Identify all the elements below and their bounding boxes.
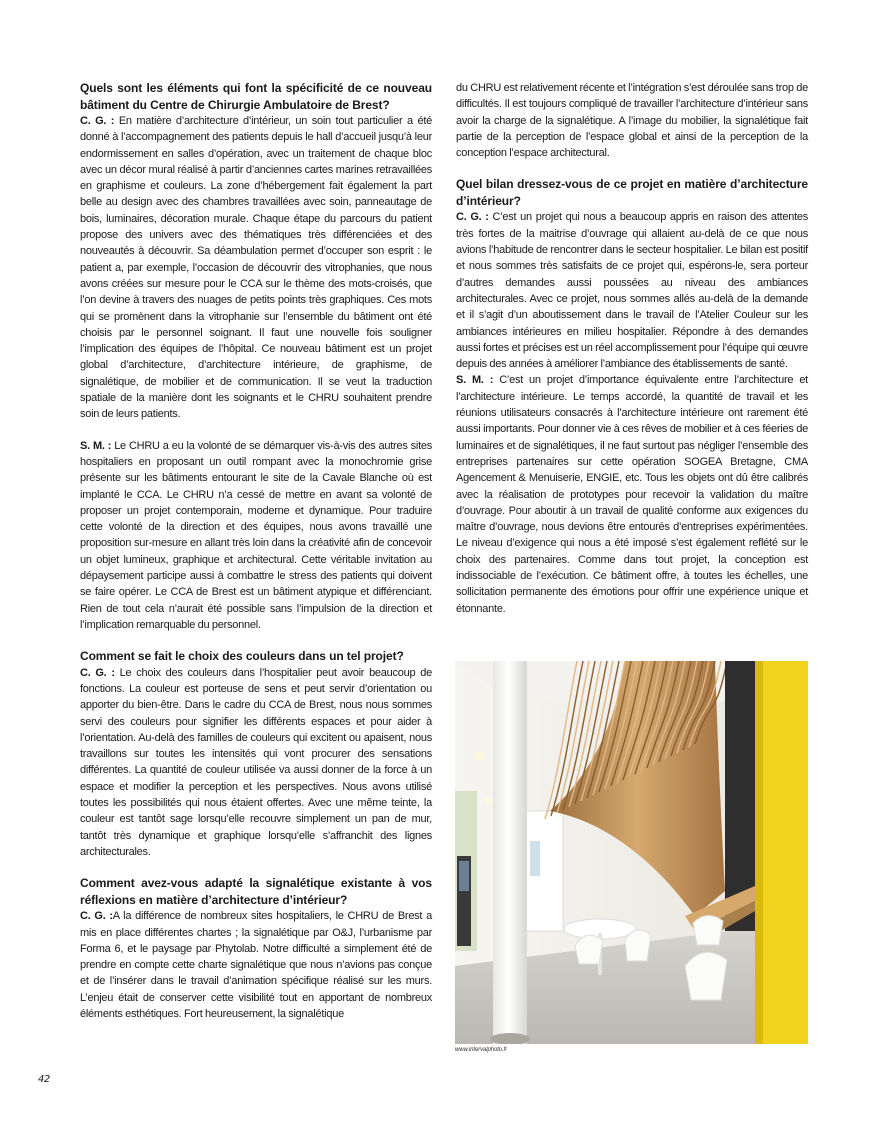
answer-paragraph (80, 113, 432, 423)
answer-paragraph (80, 438, 432, 634)
answer-paragraph (80, 665, 432, 861)
speaker-initials: C. G. : (80, 910, 113, 923)
answer-paragraph: du CHRU est relativement récente et l’intégration s’est déroulée sans trop de difficultés. Il est toujours compliqué de travailler l’architecture d’intérieur sans avoir la charge de la signalétique. A l’image du mobilier, la signalétique fait partie de la perception de l’espace global et ainsi de la perception de la conception l’espace architectural. (456, 82, 808, 160)
answer-text: Le choix des couleurs dans l’hospitalier peut avoir beaucoup de fonctions. La couleur est porteuse de sens et peut servir d’orientation ou apporter du bien-être. Dans le cadre du CCA de Brest, nous nous sommes servi des couleurs pour signifier les différents espaces et pour aider à l’orientation. Au-delà des familles de couleurs qui excitent ou apaisent, nous travaillons sur toutes les intensités qui vont procurer des sensations différentes. La quantité de couleur utilisée va aussi donner de la force à un espace et modifier la perception et les perspectives. Nous avons utilisé toutes les possibilités qui nous étaient offertes. Avec une même teinte, la couleur est tantôt sage lorsqu’elle recouvre simplement un pan de mur, tantôt très dynamique et graphique lorsqu’elle s’affranchit des lignes architecturales. (80, 666, 433, 858)
speaker-initials: S. M. : (456, 374, 494, 387)
speaker-initials: S. M. : (80, 439, 112, 452)
question-heading: Quel bilan dressez-vous de ce projet en matière d’architecture d’intérieur? (456, 177, 808, 208)
answer-text: Le CHRU a eu la volonté de se démarquer vis-à-vis des autres sites hospitaliers en proposant un outil rompant avec la monochromie grise présente sur les bâtiments entourant le site de la Cavale Blanche où est implanté le CCA. Le CHRU n’a cessé de mettre en avant sa volonté de proposer un projet contemporain, moderne et dynamique. Pour traduire cette volonté de la direction et des équipes, nous avons travaillé une proposition sur-mesure en allant très loin dans la créativité afin de concevoir un objet lumineux, graphique et architectural. Cette véritable invitation au dépaysement participe aussi à combattre le stress des patients qui doivent se faire opérer. Le CCA de Brest est un bâtiment atypique et différenciant. Rien de tout cela n’aurait été possible sans l’impulsion de la direction et l’implication remarquable du personnel. (80, 439, 432, 631)
answer-text: En matière d’architecture d’intérieur, un soin tout particulier a été donné à l’accompagnement des patients depuis le hall d’accueil jusqu’à leur endormissement en salles d’opération, avec un traitement de chaque bloc avec un décor mural réalisé à partir d’anciennes cartes marines retravaillées en graphisme et couleurs. La zone d’hébergement fait également la part belle au design avec des chambres travaillées avec soin, panneautage de bois, luminaires, décoration murale. Chaque étape du parcours du patient propose des univers avec des thématiques très différenciées et des nouveautés à découvrir. Sa déambulation permet d’occuper son esprit : le patient a, par exemple, l’occasion de découvrir des vitrophanies, que nous avons créées sur mesure pour le CCA sur le thème des mots-croisés, que l’on devine à travers des nuages de petits points très graphiques. Ces mots qui se promènent dans la vitrophanie sur l’ensemble du bâtiment ont été choisis par le personnel soignant. Il faut une nouvelle fois souligner l’implication des équipes de l’hôpital. Ce nouveau bâtiment est un projet global d’architecture, d’architecture intérieure, de graphisme, de signalétique, de mobilier et de communication. Il se veut la traduction spatiale de la manière dont les soignants et le CHRU souhaitent prendre soin de leurs patients. (80, 115, 432, 421)
left-column (80, 80, 432, 1022)
speaker-initials: C. G. : (80, 115, 115, 127)
question-heading: Comment avez-vous adapté la signalétique existante à vos réflexions en matière d’architecture d’intérieur? (80, 876, 432, 907)
photo-credit: www.intervalphoto.fr (455, 1047, 508, 1053)
right-column (456, 80, 808, 617)
question-heading: Comment se fait le choix des couleurs dans un tel projet? (80, 649, 404, 664)
answer-paragraph (80, 908, 432, 1022)
answer-paragraph (456, 372, 808, 616)
speaker-initials: C. G. : (456, 211, 489, 224)
answer-text: C’est un projet qui nous a beaucoup appris en raison des attentes très fortes de la maitrise d’ouvrage qui allaient au-delà de ce que nous avions l’habitude de rencontrer dans le secteur hospitalier. Le bilan est positif et nous sommes très satisfaits de ce projet qui, espérons-le, sera porteur d’autres demandes aussi poussées au niveau des ambiances architecturales. Avec ce projet, nous sommes allés au-delà de la demande et il s’agit d’un aboutissement dans le travail de l’Atelier Couleur sur les ambiances intérieures en milieu hospitalier. Répondre à des demandes aussi fortes et précises est un réel accomplissement pour l’équipe qui œuvre depuis des années à améliorer l’ambiance des établissements de santé. (456, 211, 809, 371)
page-number: 42 (38, 1074, 50, 1085)
answer-paragraph (456, 209, 808, 372)
interior-photo (455, 661, 808, 1044)
question-heading: Quels sont les éléments qui font la spécificité de ce nouveau bâtiment du Centre de Chirurgie Ambulatoire de Brest? (80, 81, 432, 112)
speaker-initials: C. G. : (80, 666, 115, 679)
answer-text: A la différence de nombreux sites hospitaliers, le CHRU de Brest a mis en place différentes chartes ; la signalétique par O&J, l’urbanisme par Forma 6, et le paysage par Phytolab. Notre difficulté a simplement été de prendre en compte cette charte signalétique que nous n’avions pas conçue et de l’insérer dans le travail d’animation spécifique réalisé sur les murs. L’enjeu était de conserver cette visibilité tout en apportant de nombreux éléments esthétiques. Fort heureusement, la signalétique (80, 910, 432, 1021)
answer-text: C’est un projet d’importance équivalente entre l’architecture et l’architecture intérieure. Le temps accordé, la quantité de travail et les réunions utilisateurs consacrés à l’architecture intérieure ont rarement été aussi importants. Pour donner vie à ces rêves de mobilier et à ces féeries de luminaires et de signalétiques, il ne faut surtout pas négliger l’ensemble des entreprises partenaires sur cette opération SOGEA Bretagne, CMA Agencement & Menuiserie, ENGIE, etc. Tous les objets ont dû être calibrés avec la réalisation de prototypes pour recevoir la validation du maître d’ouvrage. Pour aboutir à un travail de qualité conforme aux exigences du maître d’ouvrage, nous devions être entourés d’entreprises expérimentées. Le niveau d’exigence qui nous a été imposé s’est également reflété sur le choix des partenaires. Comme dans tout projet, la conception est indissociable de l’exécution. Ce bâtiment offre, à toutes les échelles, une sollicitation permanente des émotions pour offrir une expérience unique et étonnante. (456, 374, 808, 615)
